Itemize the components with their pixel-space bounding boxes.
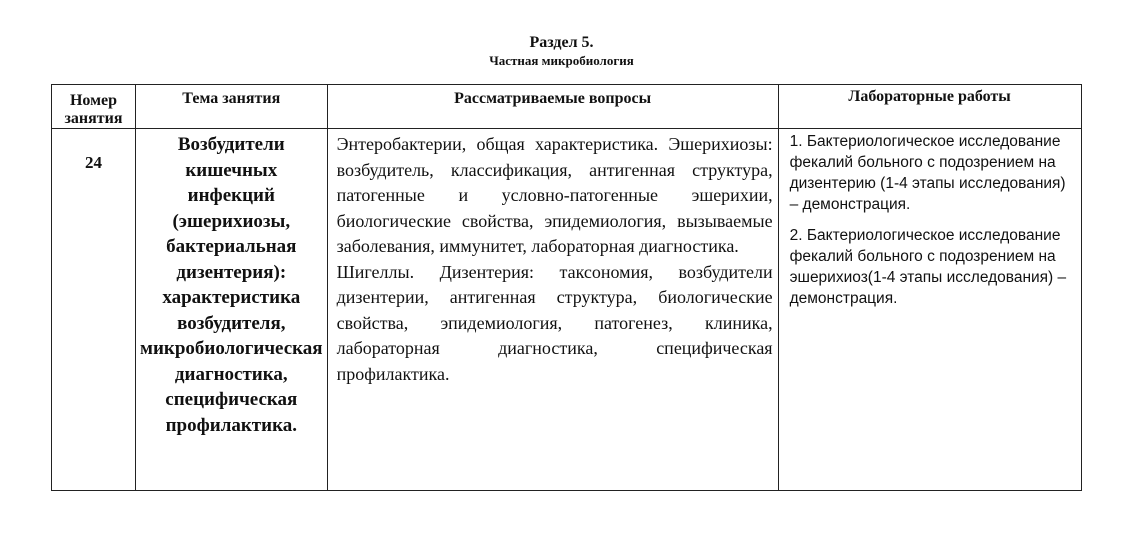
lab-item-dysentery: 1. Бактериологическое исследование фекалий больного с подозрением на дизентерию (1-4 этапы исследования) – демонстрация.	[789, 133, 1066, 213]
table-row	[52, 129, 1082, 491]
header-questions: Рассматриваемые вопросы	[327, 85, 778, 129]
lesson-questions	[327, 129, 778, 491]
lesson-number: 24	[52, 129, 136, 491]
lab-item-escherichiosis: 2. Бактериологическое исследование фекалий больного с подозрением на эшерихиоз(1-4 этапы исследования) – демонстрация.	[789, 227, 1067, 307]
table-header-row	[52, 85, 1082, 129]
section-title: Раздел 5.	[529, 34, 594, 51]
lesson-topic: Возбудители кишечных инфекций (эшерихиозы, бактериальная дизентерия): характеристика возбудителя, микробиологическая диагностика, специфическая профилактика.	[136, 129, 328, 491]
header-topic: Тема занятия	[136, 85, 328, 129]
header-labs: Лабораторные работы	[778, 85, 1081, 129]
lesson-labs	[778, 129, 1081, 491]
questions-paragraph-shigella: Шигеллы. Дизентерия: таксономия, возбудители дизентерии, антигенная структура, биологические свойства, эпидемиология, патогенез, клиника, лабораторная диагностика, специфическая профилактика.	[336, 261, 773, 384]
questions-paragraph-enterobacteria: Энтеробактерии, общая характеристика. Эшерихиозы: возбудитель, классификация, антигенная структура, патогенные и условно-патогенные эшерихии, биологические свойства, эпидемиология, вызываемые заболевания, иммунитет, лабораторная диагностика.	[336, 134, 773, 256]
lesson-plan-table	[51, 84, 1082, 491]
section-subtitle: Частная микробиология	[489, 53, 634, 69]
section-heading	[0, 34, 1123, 69]
header-number: Номер занятия	[52, 85, 136, 129]
